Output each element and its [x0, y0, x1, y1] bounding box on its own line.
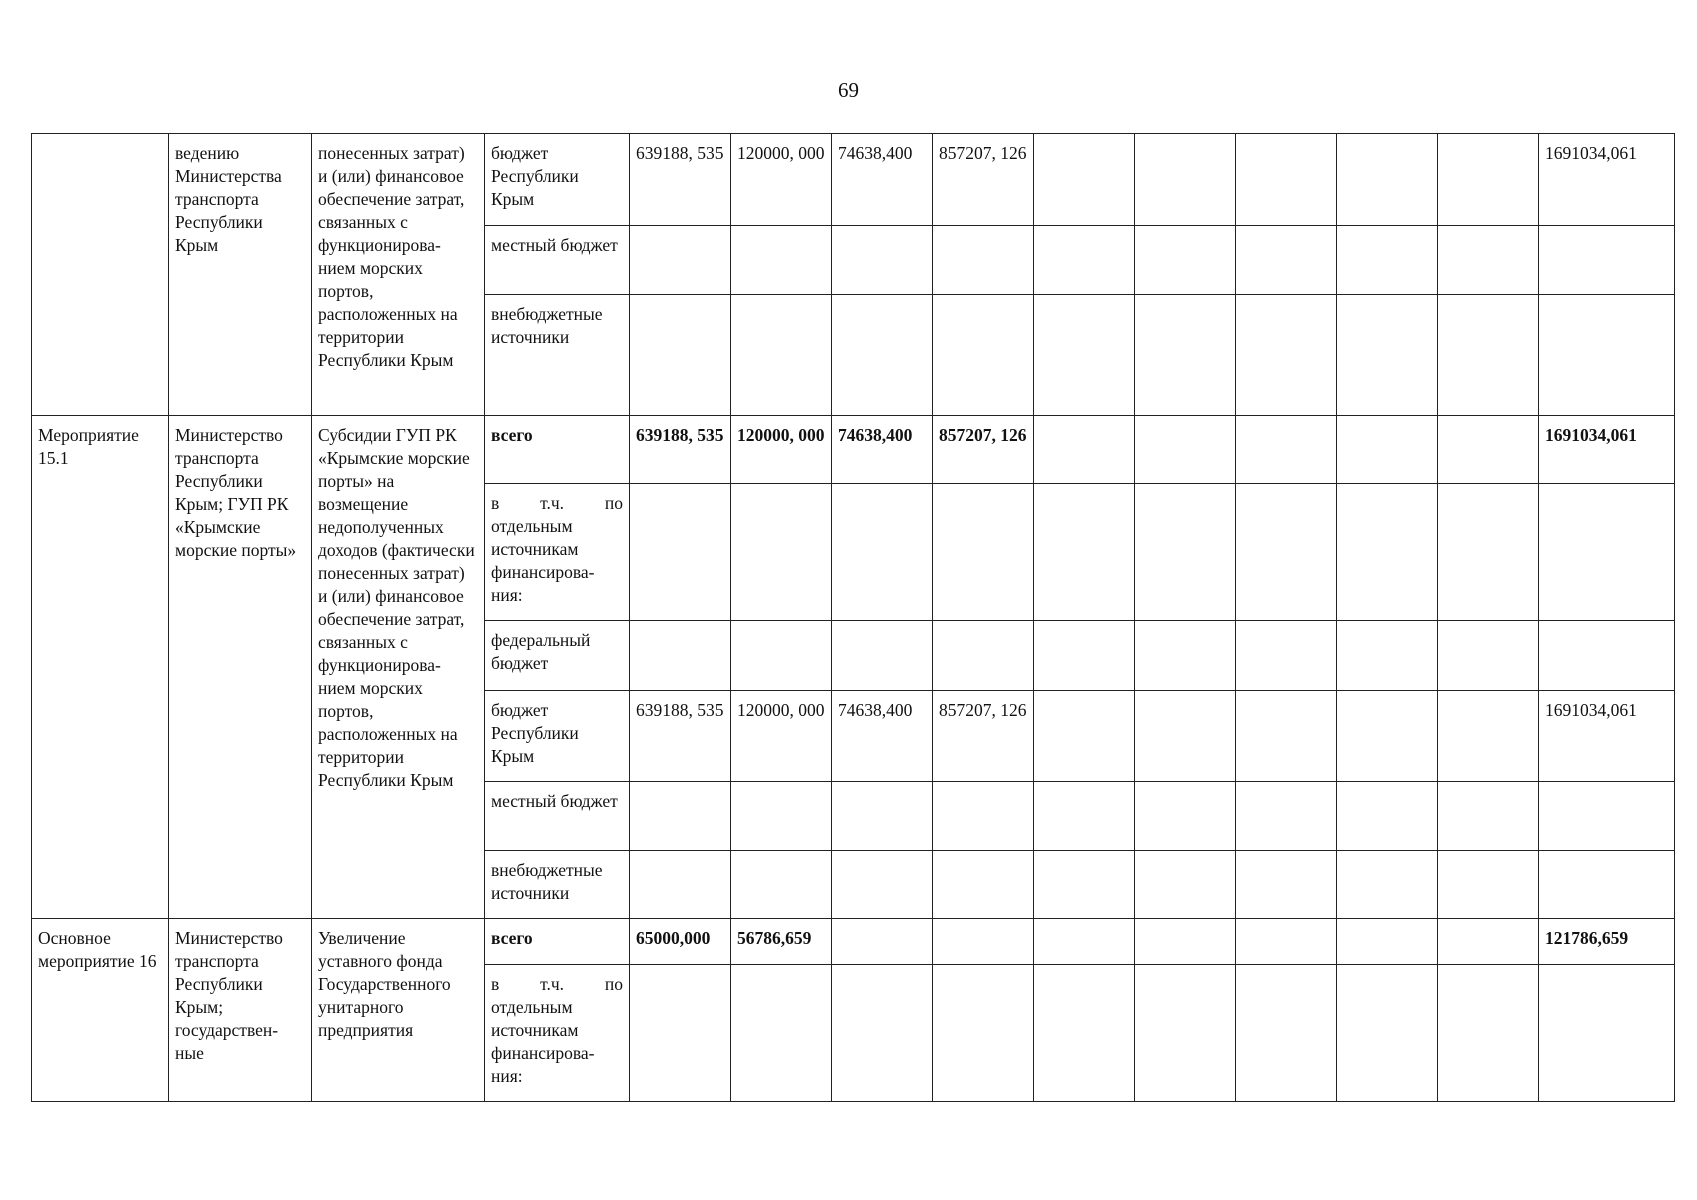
cell-empty: [1337, 134, 1438, 226]
cell-source: внебюджетные источники: [485, 851, 630, 919]
cell-source: местный бюджет: [485, 226, 630, 295]
cell-source: всего: [485, 416, 630, 484]
cell-value: 639188, 535: [630, 416, 731, 484]
cell-source: внебюджетные источники: [485, 295, 630, 416]
cell-empty: [1135, 134, 1236, 226]
cell-total: 1691034,061: [1539, 134, 1675, 226]
source-first-line: в т.ч. по: [491, 974, 623, 994]
cell-value: 120000, 000: [731, 416, 832, 484]
cell-source: всего: [485, 919, 630, 965]
cell-source: бюджет Республики Крым: [485, 134, 630, 226]
cell-executor: Министерство транспорта Республики Крым; ГУП РК «Крымские морские порты»: [169, 416, 312, 919]
cell-event: Мероприятие 15.1: [32, 416, 169, 919]
cell-total: 1691034,061: [1539, 691, 1675, 782]
cell-source: в т.ч. по отдельным источникам финансирова-ния:: [485, 965, 630, 1102]
cell-event: [32, 134, 169, 416]
cell-empty: [1034, 134, 1135, 226]
cell-description: понесенных затрат) и (или) финансовое обеспечение затрат, связанных с функционирова-нием морских портов, расположенных на территории Республики Крым: [312, 134, 485, 416]
cell-empty: [1438, 134, 1539, 226]
table-row: [32, 416, 1675, 484]
cell-value: 120000, 000: [731, 134, 832, 226]
cell-executor: Министерство транспорта Республики Крым; государствен-ные: [169, 919, 312, 1102]
cell-value: 74638,400: [832, 416, 933, 484]
budget-table: [31, 133, 1675, 1102]
cell-source: местный бюджет: [485, 782, 630, 851]
cell-value: 639188, 535: [630, 691, 731, 782]
cell-value: 56786,659: [731, 919, 832, 965]
cell-value: 65000,000: [630, 919, 731, 965]
cell-value: 74638,400: [832, 134, 933, 226]
cell-value: 857207, 126: [933, 416, 1034, 484]
source-first-line: в т.ч. по: [491, 493, 623, 513]
table-row: [32, 919, 1675, 965]
cell-value: 857207, 126: [933, 691, 1034, 782]
cell-total: 1691034,061: [1539, 416, 1675, 484]
page-number: 69: [838, 78, 859, 102]
cell-description: Субсидии ГУП РК «Крымские морские порты» на возмещение недополученных доходов (фактически понесенных затрат) и (или) финансовое обеспечение затрат, связанных с функционирова-нием морских портов, расположенных на территории Республики Крым: [312, 416, 485, 919]
cell-value: 120000, 000: [731, 691, 832, 782]
cell-source: федеральный бюджет: [485, 621, 630, 691]
cell-description: Увеличение уставного фонда Государственного унитарного предприятия: [312, 919, 485, 1102]
cell-source: в т.ч. по отдельным источникам финансирова-ния:: [485, 484, 630, 621]
cell-value: 857207, 126: [933, 134, 1034, 226]
cell-total: 121786,659: [1539, 919, 1675, 965]
cell-source: бюджет Республики Крым: [485, 691, 630, 782]
cell-executor: ведению Министерства транспорта Республики Крым: [169, 134, 312, 416]
cell-event: Основное мероприятие 16: [32, 919, 169, 1102]
cell-value: 74638,400: [832, 691, 933, 782]
table-row: [32, 134, 1675, 226]
cell-value: 639188, 535: [630, 134, 731, 226]
cell-empty: [1236, 134, 1337, 226]
